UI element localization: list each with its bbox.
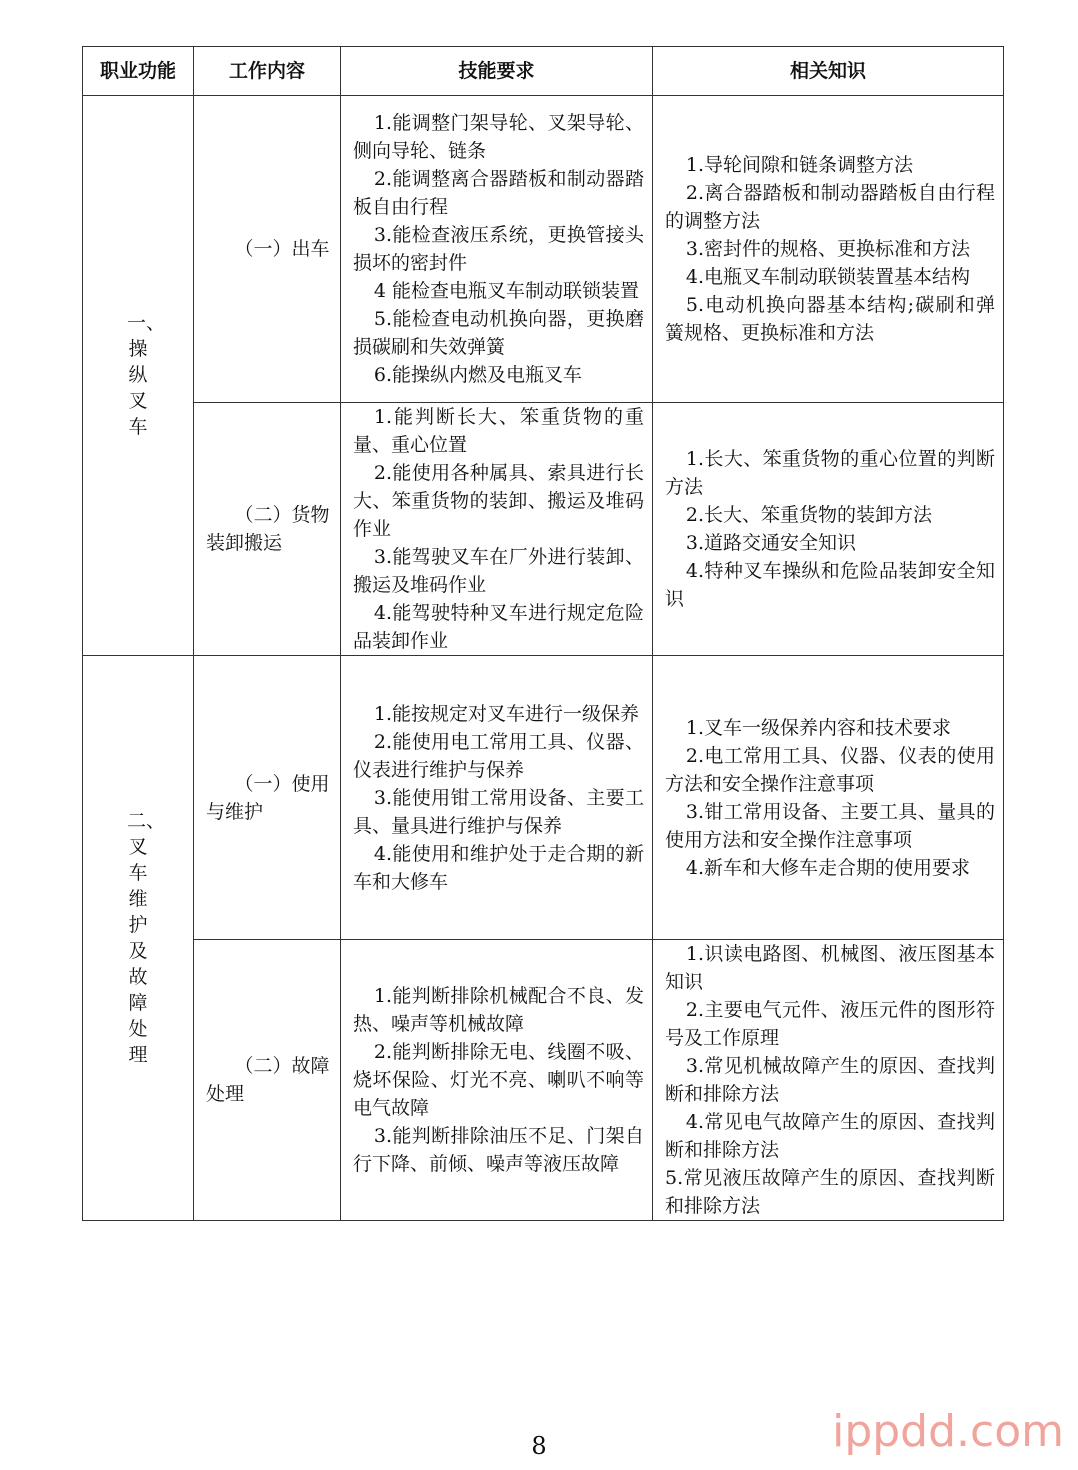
skill-item: 2.能使用电工常用工具、仪器、仪表进行维护与保养 xyxy=(353,730,644,781)
header-skill: 技能要求 xyxy=(341,47,653,96)
knowledge-item: 2.主要电气元件、液压元件的图形符号及工作原理 xyxy=(665,999,995,1049)
work-cell xyxy=(194,403,341,656)
knowledge-cell xyxy=(653,96,1004,403)
skill-cell xyxy=(341,96,653,403)
function-label: 二、叉车维护及故障处理 xyxy=(127,809,166,1066)
knowledge-item: 3.道路交通安全知识 xyxy=(685,532,857,554)
skill-cell xyxy=(341,940,653,1221)
skill-item: 3.能检查液压系统，更换管接头损坏的密封件 xyxy=(353,224,644,274)
skill-item: 2.能调整离合器踏板和制动器踏板自由行程 xyxy=(353,168,644,218)
knowledge-item: 1.识读电路图、机械图、液压图基本知识 xyxy=(665,943,995,993)
table-row xyxy=(83,96,1004,403)
skill-item: 2.能判断排除无电、线圈不吸、烧坏保险、灯光不亮、喇叭不响等电气故障 xyxy=(353,1041,644,1119)
function-label: 一、操纵叉车 xyxy=(127,312,166,438)
skill-item: 6.能操纵内燃及电瓶叉车 xyxy=(373,364,583,386)
skill-item: 3.能使用钳工常用设备、主要工具、量具进行维护与保养 xyxy=(353,786,644,837)
knowledge-item: 5.常见液压故障产生的原因、查找判断和排除方法 xyxy=(665,1167,995,1217)
knowledge-cell xyxy=(653,656,1004,940)
knowledge-cell xyxy=(653,403,1004,656)
function-cell xyxy=(83,96,194,656)
header-knowledge: 相关知识 xyxy=(653,47,1004,96)
work-cell xyxy=(194,656,341,940)
skill-item: 3.能判断排除油压不足、门架自行下降、前倾、噪声等液压故障 xyxy=(353,1125,644,1175)
work-label: （一）使用与维护 xyxy=(206,772,330,823)
skill-cell xyxy=(341,656,653,940)
knowledge-item: 5.电动机换向器基本结构;碳刷和弹簧规格、更换标准和方法 xyxy=(665,294,995,344)
page-number: 8 xyxy=(531,1432,547,1460)
knowledge-item: 1.导轮间隙和链条调整方法 xyxy=(685,154,914,176)
table-row xyxy=(83,656,1004,940)
work-label: （二）故障处理 xyxy=(206,1055,330,1105)
skill-item: 1.能按规定对叉车进行一级保养 xyxy=(373,702,640,725)
skill-item: 4.能使用和维护处于走合期的新车和大修车 xyxy=(353,842,644,893)
knowledge-item: 1.长大、笨重货物的重心位置的判断方法 xyxy=(665,448,995,498)
skill-item: 1.能调整门架导轮、叉架导轮、侧向导轮、链条 xyxy=(353,112,644,162)
header-work: 工作内容 xyxy=(194,47,341,96)
work-label: （一）出车 xyxy=(234,238,330,260)
knowledge-item: 3.常见机械故障产生的原因、查找判断和排除方法 xyxy=(665,1055,995,1105)
skill-item: 1.能判断排除机械配合不良、发热、噪声等机械故障 xyxy=(353,985,644,1035)
knowledge-item: 1.叉车一级保养内容和技术要求 xyxy=(685,716,952,739)
table-row xyxy=(83,403,1004,656)
knowledge-item: 2.电工常用工具、仪器、仪表的使用方法和安全操作注意事项 xyxy=(665,744,995,795)
knowledge-item: 2.长大、笨重货物的装卸方法 xyxy=(685,504,933,526)
knowledge-item: 4.特种叉车操纵和危险品装卸安全知识 xyxy=(665,560,995,610)
function-cell xyxy=(83,656,194,1221)
skill-item: 1.能判断长大、笨重货物的重量、重心位置 xyxy=(353,406,644,456)
skill-item: 3.能驾驶叉车在厂外进行装卸、搬运及堆码作业 xyxy=(353,546,644,596)
knowledge-item: 3.钳工常用设备、主要工具、量具的使用方法和安全操作注意事项 xyxy=(665,800,995,851)
skill-item: 4 能检查电瓶叉车制动联锁装置 xyxy=(373,280,640,302)
skill-item: 2.能使用各种属具、索具进行长大、笨重货物的装卸、搬运及堆码作业 xyxy=(353,462,644,540)
work-cell xyxy=(194,940,341,1221)
skills-table-container xyxy=(82,46,1003,1221)
table-header-row xyxy=(83,47,1004,96)
header-function: 职业功能 xyxy=(83,47,194,96)
work-cell xyxy=(194,96,341,403)
knowledge-item: 3.密封件的规格、更换标准和方法 xyxy=(685,238,971,260)
skill-cell xyxy=(341,403,653,656)
knowledge-item: 4.新车和大修车走合期的使用要求 xyxy=(685,856,971,879)
knowledge-cell xyxy=(653,940,1004,1221)
knowledge-item: 4.常见电气故障产生的原因、查找判断和排除方法 xyxy=(665,1111,995,1161)
skill-item: 4.能驾驶特种叉车进行规定危险品装卸作业 xyxy=(353,602,644,652)
table-row xyxy=(83,940,1004,1221)
watermark: ippdd.com xyxy=(832,1406,1064,1457)
knowledge-item: 2.离合器踏板和制动器踏板自由行程的调整方法 xyxy=(665,182,995,232)
skill-item: 5.能检查电动机换向器，更换磨损碳刷和失效弹簧 xyxy=(353,308,644,358)
skills-table xyxy=(82,46,1004,1221)
work-label: （二）货物装卸搬运 xyxy=(206,504,330,554)
knowledge-item: 4.电瓶叉车制动联锁装置基本结构 xyxy=(685,266,971,288)
